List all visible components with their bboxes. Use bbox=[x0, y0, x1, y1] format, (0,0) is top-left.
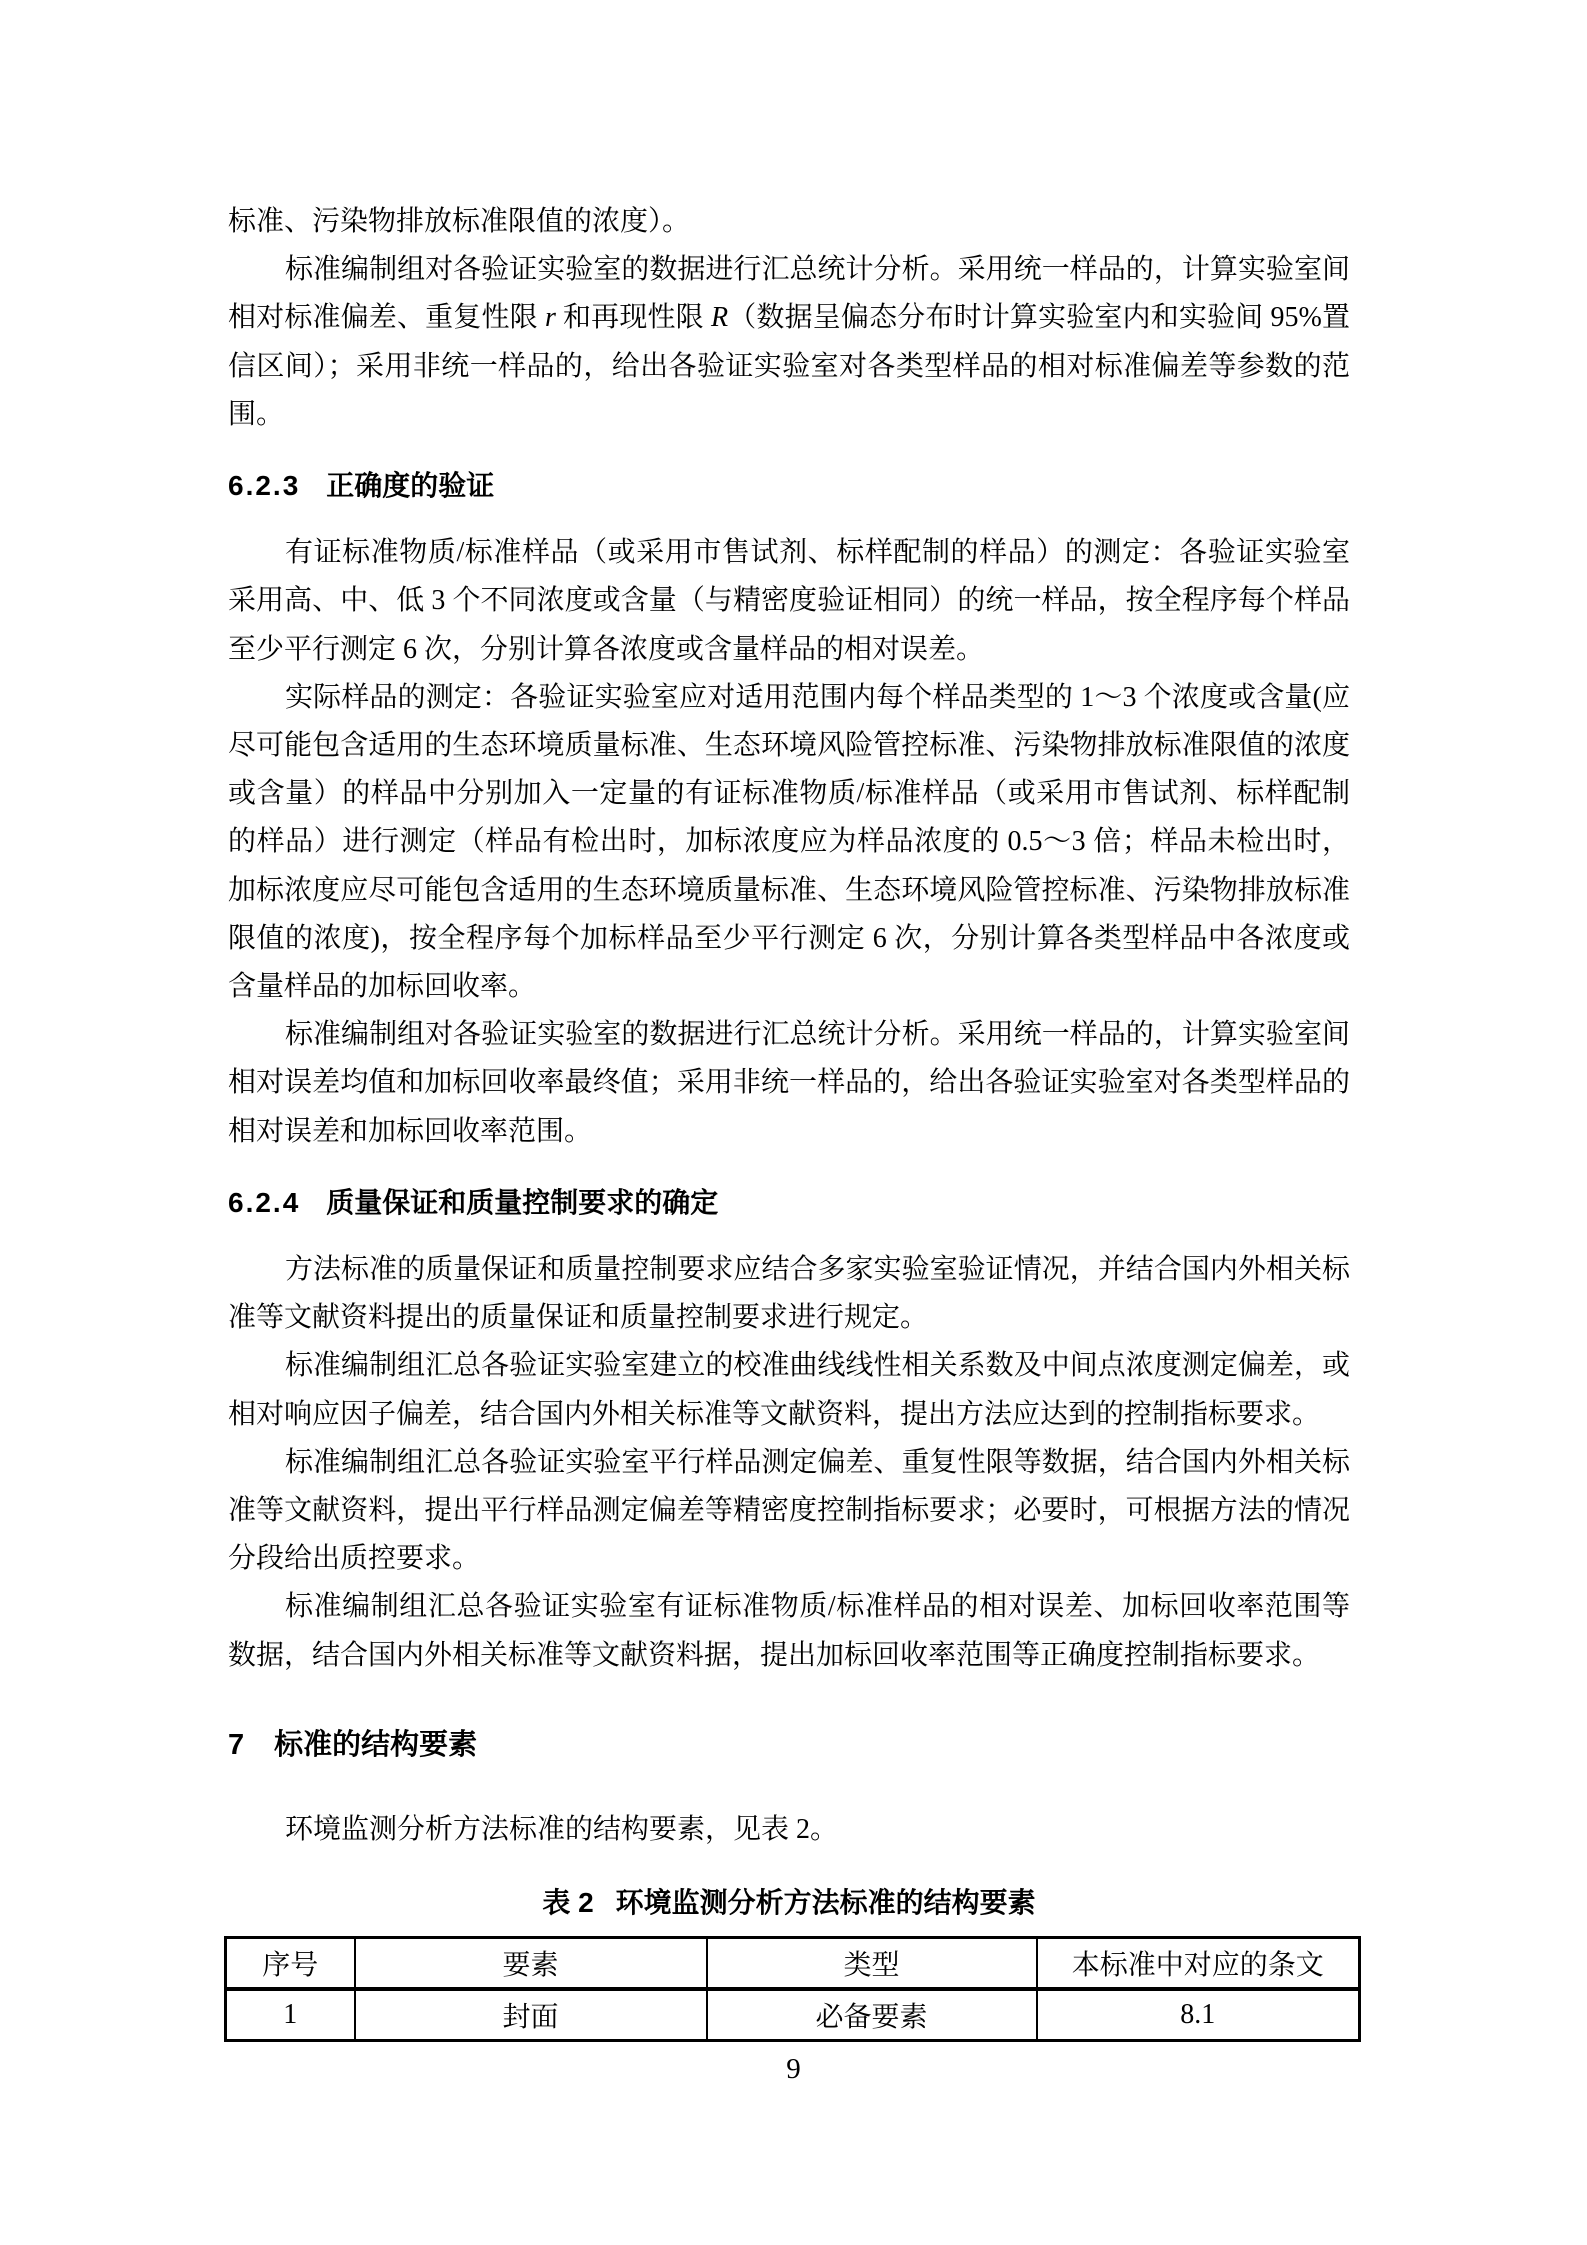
table-caption-label: 表 2 bbox=[542, 1887, 594, 1919]
body-text-line: 围。 bbox=[228, 398, 285, 430]
table-header-index: 序号 bbox=[226, 1937, 355, 1989]
body-text-line: 至少平行测定 6 次，分别计算各浓度或含量样品的相对误差。 bbox=[228, 633, 985, 665]
body-text-line: 实际样品的测定：各验证实验室应对适用范围内每个样品类型的 1～3 个浓度或含量(应 bbox=[285, 681, 1350, 713]
text-block bbox=[228, 198, 1350, 2042]
body-text-line: 相对误差和加标回收率范围。 bbox=[228, 1115, 593, 1147]
body-text-line: 限值的浓度)，按全程序每个加标样品至少平行测定 6 次，分别计算各类型样品中各浓度或 bbox=[228, 922, 1350, 954]
body-text-line: 含量样品的加标回收率。 bbox=[228, 971, 537, 1003]
table-cell-clause: 8.1 bbox=[1037, 1989, 1360, 2041]
body-text-line: 准等文献资料，提出平行样品测定偏差等精密度控制指标要求；必要时，可根据方法的情况 bbox=[228, 1495, 1350, 1527]
table-header-element: 要素 bbox=[355, 1937, 707, 1989]
body-text-line: 标准、污染物排放标准限值的浓度）。 bbox=[228, 206, 691, 237]
body-text-line: 数据，结合国内外相关标准等文献资料据，提出加标回收率范围等正确度控制指标要求。 bbox=[228, 1639, 1321, 1671]
page-number: 9 bbox=[786, 2053, 801, 2085]
heading-title: 标准的结构要素 bbox=[274, 1728, 478, 1761]
body-text-line: 信区间）；采用非统一样品的，给出各验证实验室对各类型样品的相对标准偏差等参数的范 bbox=[228, 350, 1350, 382]
text-segment: 和再现性限 bbox=[555, 302, 711, 334]
body-text-line: 标准编制组汇总各验证实验室建立的校准曲线线性相关系数及中间点浓度测定偏差，或 bbox=[285, 1350, 1350, 1382]
table-caption bbox=[228, 1879, 1350, 1927]
body-text-line: 有证标准物质/标准样品（或采用市售试剂、标样配制的样品）的测定：各验证实验室 bbox=[285, 537, 1350, 569]
section-heading-6-2-4 bbox=[228, 1179, 1350, 1227]
body-text-line: 方法标准的质量保证和质量控制要求应结合多家实验室验证情况，并结合国内外相关标 bbox=[285, 1254, 1350, 1286]
table-row bbox=[226, 1989, 1360, 2041]
body-text-line: 标准编制组汇总各验证实验室平行样品测定偏差、重复性限等数据，结合国内外相关标 bbox=[285, 1446, 1350, 1478]
body-text-line: 加标浓度应尽可能包含适用的生态环境质量标准、生态环境风险管控标准、污染物排放标准 bbox=[228, 874, 1350, 906]
body-text-line: 标准编制组对各验证实验室的数据进行汇总统计分析。采用统一样品的，计算实验室间 bbox=[285, 1019, 1350, 1051]
table-cell-index: 1 bbox=[226, 1989, 355, 2041]
table-header-row bbox=[226, 1937, 1360, 1989]
body-text-line: 环境监测分析方法标准的结构要素，见表 2。 bbox=[285, 1814, 839, 1846]
variable-r: r bbox=[544, 302, 556, 334]
body-text-line: 的样品）进行测定（样品有检出时，加标浓度应为样品浓度的 0.5～3 倍；样品未检出时， bbox=[228, 826, 1350, 858]
body-text-line: 或含量）的样品中分别加入一定量的有证标准物质/标准样品（或采用市售试剂、标样配制 bbox=[228, 778, 1350, 810]
heading-number: 6.2.4 bbox=[228, 1186, 301, 1218]
text-segment: 相对标准偏差、重复性限 bbox=[228, 302, 545, 334]
body-text-line: 采用高、中、低 3 个不同浓度或含量（与精密度验证相同）的统一样品，按全程序每个样品 bbox=[228, 585, 1350, 617]
table-header-type: 类型 bbox=[707, 1937, 1037, 1989]
table-cell-type: 必备要素 bbox=[707, 1989, 1037, 2041]
body-text-line: 准等文献资料提出的质量保证和质量控制要求进行规定。 bbox=[228, 1302, 929, 1334]
section-heading-7 bbox=[228, 1721, 1350, 1769]
heading-title: 质量保证和质量控制要求的确定 bbox=[326, 1186, 719, 1218]
section-heading-6-2-3 bbox=[228, 462, 1350, 510]
heading-number: 7 bbox=[228, 1728, 245, 1761]
heading-number: 6.2.3 bbox=[228, 470, 301, 502]
body-text-line bbox=[228, 294, 1350, 342]
table-header-clause: 本标准中对应的条文 bbox=[1037, 1937, 1360, 1989]
body-text-line: 标准编制组对各验证实验室的数据进行汇总统计分析。采用统一样品的，计算实验室间 bbox=[285, 254, 1350, 286]
body-text-line: 相对响应因子偏差，结合国内外相关标准等文献资料，提出方法应达到的控制指标要求。 bbox=[228, 1398, 1321, 1430]
body-text-line: 相对误差均值和加标回收率最终值；采用非统一样品的，给出各验证实验室对各类型样品的 bbox=[228, 1067, 1350, 1099]
variable-R: R bbox=[711, 302, 729, 334]
body-text-line: 尽可能包含适用的生态环境质量标准、生态环境风险管控标准、污染物排放标准限值的浓度 bbox=[228, 730, 1350, 762]
table-cell-element: 封面 bbox=[355, 1989, 707, 2041]
text-segment: （数据呈偏态分布时计算实验室内和实验间 95%置 bbox=[728, 302, 1350, 334]
body-text-line: 标准编制组汇总各验证实验室有证标准物质/标准样品的相对误差、加标回收率范围等 bbox=[285, 1591, 1350, 1623]
structure-elements-table bbox=[224, 1936, 1361, 2042]
body-text-line: 分段给出质控要求。 bbox=[228, 1543, 481, 1575]
table-caption-title: 环境监测分析方法标准的结构要素 bbox=[615, 1887, 1036, 1919]
heading-title: 正确度的验证 bbox=[326, 470, 495, 502]
